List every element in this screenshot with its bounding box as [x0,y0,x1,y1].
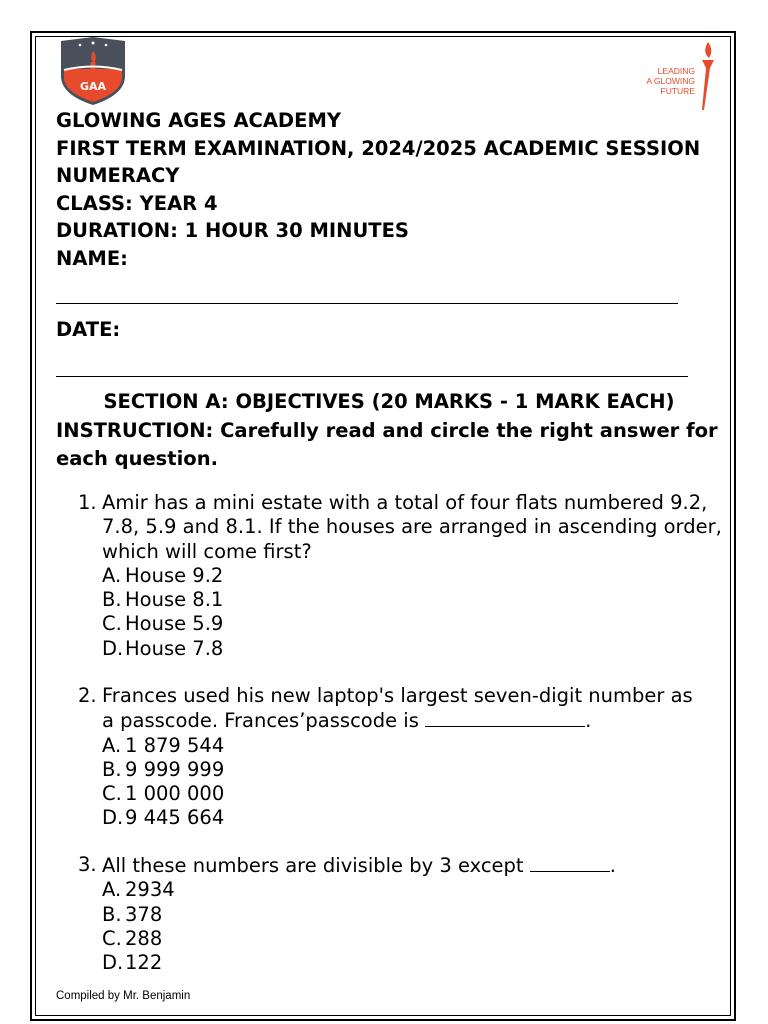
motto-line-1: LEADING [657,66,695,76]
question-1 [78,491,728,661]
motto-torch-logo [640,40,720,112]
duration-label: DURATION: 1 HOUR 30 MINUTES [56,219,409,242]
footer-credit: Compiled by Mr. Benjamin [56,990,191,1002]
section-title: SECTION A: OBJECTIVES (20 MARKS - 1 MARK EACH) [103,390,675,413]
question-number: 3. [78,853,97,876]
date-label: DATE: [56,318,121,341]
question-text: Amir has a mini estate with a total of four flats numbered 9.2, 7.8, 5.9 and 8.1. If the houses are arranged in ascending order, which will come first? [102,491,722,563]
name-answer-line[interactable] [56,303,678,304]
date-answer-line[interactable] [56,376,688,377]
option-b[interactable]: B. 378 [102,902,163,926]
option-a[interactable]: A. House 9.2 [102,563,224,587]
section-instruction: INSTRUCTION: Carefully read and circle the right answer for each question. [56,419,718,470]
answer-blank[interactable] [530,853,610,872]
exam-title: FIRST TERM EXAMINATION, 2024/2025 ACADEMIC SESSION [56,136,701,160]
option-b[interactable]: B. House 8.1 [102,588,224,612]
subject-name: NUMERACY [56,164,180,187]
option-a[interactable]: A. 2934 [102,878,175,902]
exam-header [56,107,736,272]
answer-blank[interactable] [425,708,585,727]
question-number: 2. [78,684,97,707]
option-d[interactable]: D.9 445 664 [102,806,225,830]
option-c[interactable]: C. 1 000 000 [102,782,225,806]
school-crest-logo [58,37,128,105]
motto-line-2: A GLOWING [646,76,695,86]
option-a[interactable]: A. 1 879 544 [102,733,225,757]
question-text: Frances used his new laptop's largest seven-digit number as a passcode. Frances’passcode is . [102,684,693,733]
question-3 [78,853,728,975]
option-d[interactable]: D.122 [102,951,163,975]
option-c[interactable]: C. House 5.9 [102,612,224,636]
question-text: All these numbers are divisible by 3 except . [102,854,616,877]
option-c[interactable]: C. 288 [102,926,163,950]
name-label: NAME: [56,246,128,270]
crest-text: GAA [79,80,107,93]
school-name: GLOWING AGES ACADEMY [56,109,341,132]
option-d[interactable]: D.House 7.8 [102,636,224,660]
question-2 [78,684,728,831]
class-label: CLASS: YEAR 4 [56,191,218,215]
motto-line-3: FUTURE [660,86,695,96]
question-number: 1. [78,491,97,514]
option-b[interactable]: B. 9 999 999 [102,757,225,781]
